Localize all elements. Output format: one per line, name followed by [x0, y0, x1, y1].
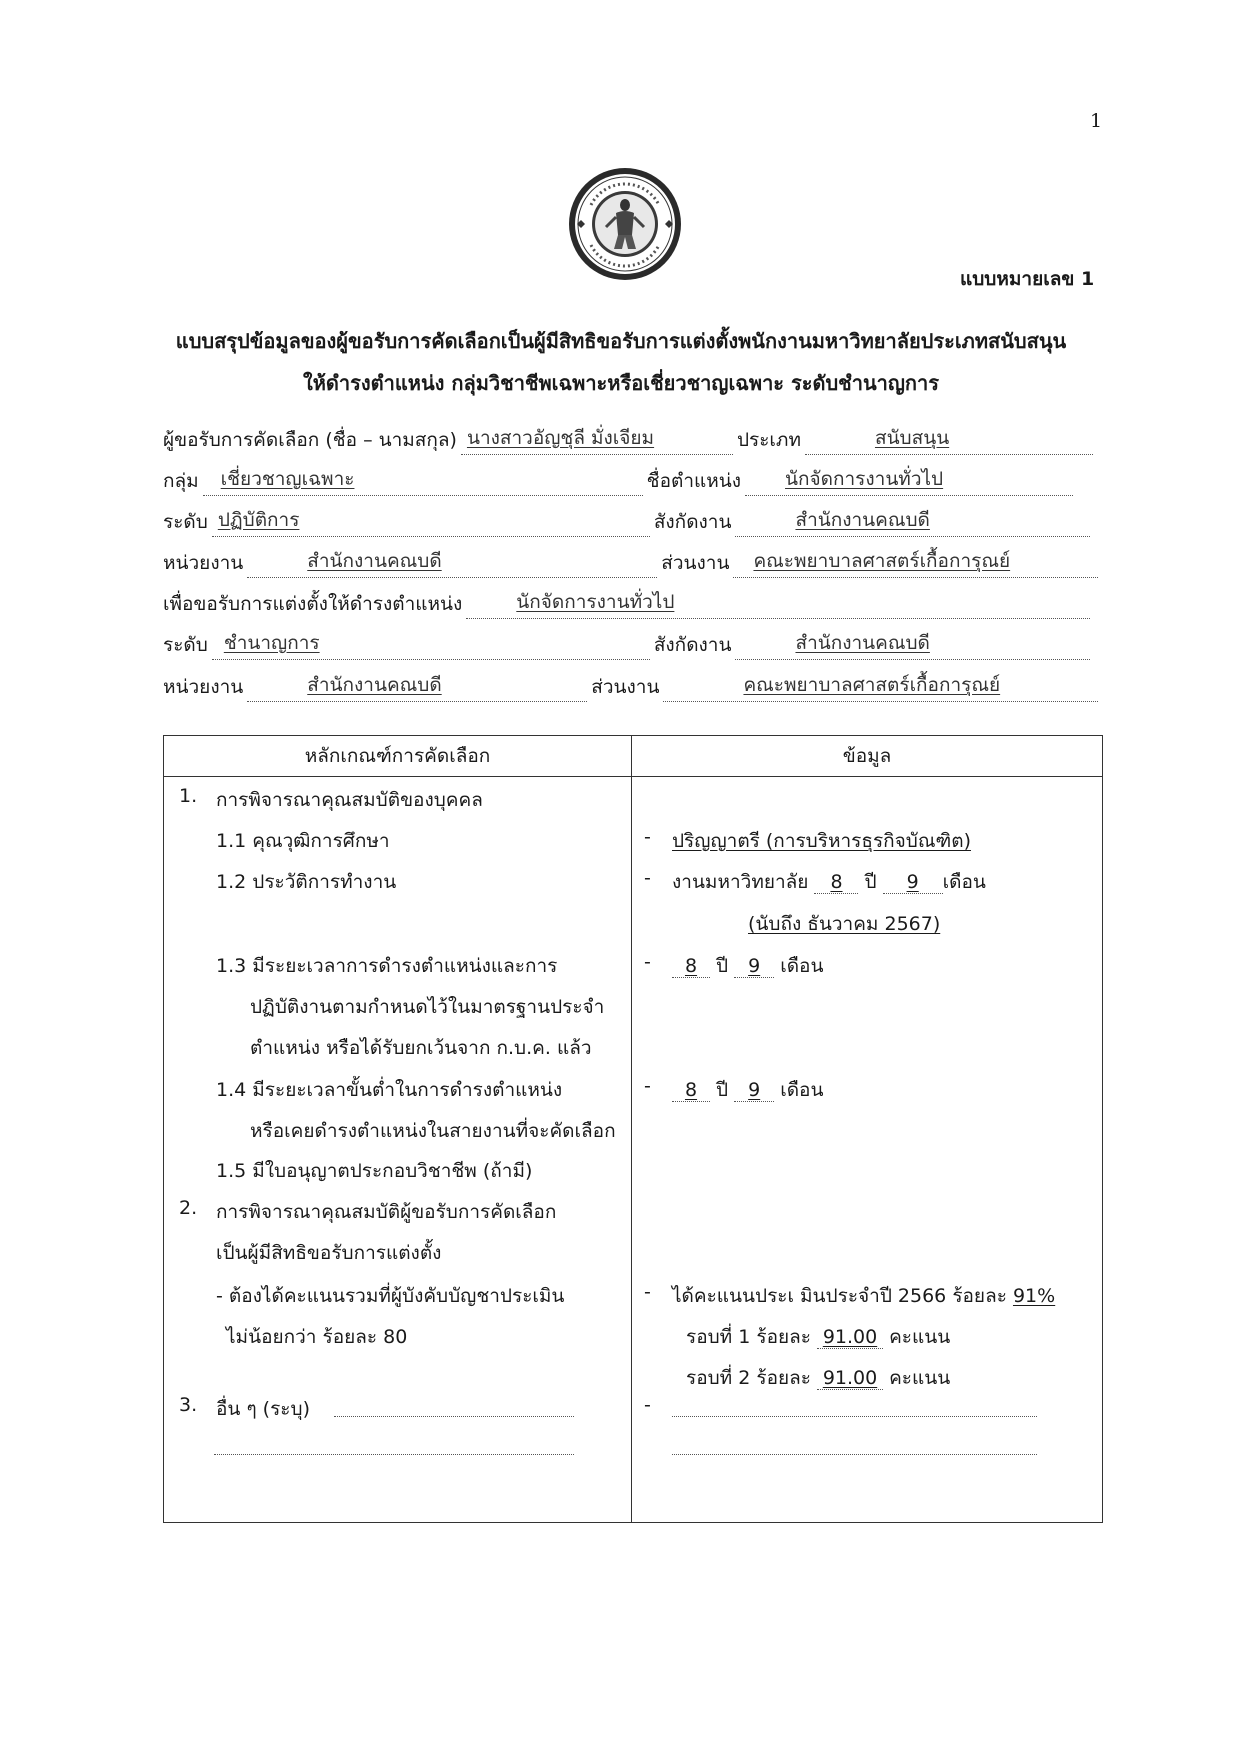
requested-unit-field: [247, 674, 587, 702]
criterion-1-4a: 1.4 มีระยะเวลาขั้นต่ำในการดำรงตำแหน่ง: [216, 1079, 563, 1101]
group-row: [163, 466, 1073, 496]
requested-level-field: [212, 632, 650, 660]
info-tenure-months: 9: [734, 955, 774, 978]
requested-position-value: นักจัดการงานทั่วไป: [516, 591, 675, 613]
requested-position-label: เพื่อขอรับการแต่งตั้งให้ดำรงตำแหน่ง: [163, 593, 463, 615]
info-tenure-year-unit: ปี: [716, 955, 729, 977]
info-work-note: (นับถึง ธันวาคม 2567): [748, 913, 941, 935]
info-1-2-dash: -: [644, 867, 651, 889]
info-1-1-dash: -: [644, 826, 651, 848]
requested-unit-row: [163, 672, 1098, 702]
requested-level-value: ชำนาญการ: [223, 632, 320, 654]
criterion-1-2: 1.2 ประวัติการทำงาน: [216, 871, 397, 893]
criterion-3-blank-line: [334, 1394, 574, 1422]
criterion-3: อื่น ๆ (ระบุ): [216, 1398, 310, 1420]
university-seal-logo: [566, 165, 684, 283]
requested-affiliation-value: สำนักงานคณบดี: [795, 632, 930, 654]
info-min-tenure-years: 8: [672, 1079, 710, 1102]
criterion-2-sub-b: ไม่น้อยกว่า ร้อยละ 80: [226, 1326, 408, 1348]
criterion-2b: เป็นผู้มีสิทธิขอรับการแต่งตั้ง: [216, 1242, 442, 1264]
info-min-tenure: [672, 1075, 823, 1105]
criteria-header: หลักเกณฑ์การคัดเลือก: [164, 736, 632, 777]
info-tenure: [672, 951, 823, 981]
requested-affiliation-label: สังกัดงาน: [653, 634, 732, 656]
position-label: ชื่อตำแหน่ง: [646, 470, 742, 492]
info-3-blank-line: [672, 1394, 1037, 1422]
info-work-history-label: งานมหาวิทยาลัย: [672, 871, 809, 893]
info-work-history: [672, 867, 986, 897]
group-field: [203, 468, 643, 496]
level-label: ระดับ: [163, 511, 208, 533]
info-round-2-unit: คะแนน: [889, 1367, 951, 1389]
info-round-1: [686, 1322, 950, 1352]
criterion-1-3b: ปฏิบัติงานตามกำหนดไว้ในมาตรฐานประจำ: [250, 996, 605, 1018]
requested-unit-value: สำนักงานคณบดี: [307, 674, 442, 696]
info-min-tenure-month-unit: เดือน: [780, 1079, 824, 1101]
criterion-3-number: 3.: [179, 1394, 198, 1416]
position-field: [745, 468, 1073, 496]
info-work-months: 9: [883, 871, 943, 894]
info-header: ข้อมูล: [632, 736, 1103, 777]
info-1-4-dash: -: [644, 1075, 651, 1097]
unit-row: [163, 548, 1098, 578]
group-value: เชี่ยวชาญเฉพาะ: [220, 468, 355, 490]
group-label: กลุ่ม: [163, 470, 199, 492]
level-row: [163, 507, 1090, 537]
requested-division-label: ส่วนงาน: [591, 676, 660, 698]
info-evaluation-text: ได้คะแนนประเ มินประจำปี 2566 ร้อยละ: [672, 1285, 1007, 1307]
criterion-1-3a: 1.3 มีระยะเวลาการดำรงตำแหน่งและการ: [216, 955, 558, 977]
criterion-2-sub-a: - ต้องได้คะแนนรวมที่ผู้บังคับบัญชาประเมิน: [216, 1285, 565, 1307]
info-evaluation-percent: 91%: [1012, 1285, 1056, 1307]
info-cell: [632, 777, 1103, 1523]
affiliation-value: สำนักงานคณบดี: [795, 509, 930, 531]
criterion-1-5: 1.5 มีใบอนุญาตประกอบวิชาชีพ (ถ้ามี): [216, 1160, 533, 1182]
applicant-name-value: นางสาวอัญชุลี มั่งเจียม: [466, 427, 655, 449]
criterion-2-number: 2.: [179, 1197, 198, 1219]
info-round-1-score: 91.00: [817, 1326, 883, 1349]
criterion-1-number: 1.: [179, 785, 198, 807]
position-value: นักจัดการงานทั่วไป: [785, 468, 944, 490]
affiliation-field: [735, 509, 1090, 537]
applicant-name-field: [461, 427, 733, 455]
info-3-blank-line-2: [672, 1432, 1037, 1460]
criterion-1: การพิจารณาคุณสมบัติของบุคคล: [216, 789, 483, 811]
level-field: [212, 509, 650, 537]
requested-affiliation-field: [735, 632, 1090, 660]
info-3-dash: -: [644, 1394, 651, 1416]
table-header-row: [164, 736, 1103, 777]
info-1-3-dash: -: [644, 951, 651, 973]
info-tenure-month-unit: เดือน: [780, 955, 824, 977]
criterion-3-blank-line-2: [214, 1432, 574, 1460]
criteria-cell: [164, 777, 632, 1523]
info-work-years: 8: [814, 871, 858, 894]
type-label: ประเภท: [736, 429, 801, 451]
info-work-month-unit: เดือน: [942, 871, 986, 893]
info-round-1-label: รอบที่ 1 ร้อยละ: [686, 1326, 811, 1348]
info-evaluation: [672, 1281, 1055, 1311]
info-round-2-label: รอบที่ 2 ร้อยละ: [686, 1367, 811, 1389]
criterion-1-4b: หรือเคยดำรงตำแหน่งในสายงานที่จะคัดเลือก: [250, 1120, 616, 1142]
applicant-name-label: ผู้ขอรับการคัดเลือก (ชื่อ – นามสกุล): [163, 429, 457, 451]
info-min-tenure-year-unit: ปี: [716, 1079, 729, 1101]
page-number: 1: [1090, 110, 1103, 132]
requested-division-field: [663, 674, 1098, 702]
requested-level-row: [163, 630, 1090, 660]
applicant-name-row: [163, 425, 1093, 455]
unit-label: หน่วยงาน: [163, 552, 244, 574]
unit-value: สำนักงานคณบดี: [307, 550, 442, 572]
info-education: ปริญญาตรี (การบริหารธุรกิจบัณฑิต): [672, 830, 971, 852]
criterion-1-1: 1.1 คุณวุฒิการศึกษา: [216, 830, 390, 852]
unit-field: [247, 550, 657, 578]
affiliation-label: สังกัดงาน: [653, 511, 732, 533]
type-field: [805, 427, 1093, 455]
requested-level-label: ระดับ: [163, 634, 208, 656]
info-tenure-years: 8: [672, 955, 710, 978]
info-2-dash: -: [644, 1281, 651, 1303]
criterion-1-3c: ตำแหน่ง หรือได้รับยกเว้นจาก ก.บ.ค. แล้ว: [250, 1037, 592, 1059]
info-work-year-unit: ปี: [864, 871, 877, 893]
division-value: คณะพยาบาลศาสตร์เกื้อการุณย์: [753, 550, 1011, 572]
division-label: ส่วนงาน: [661, 552, 730, 574]
level-value: ปฏิบัติการ: [217, 509, 300, 531]
info-min-tenure-months: 9: [734, 1079, 774, 1102]
info-round-2: [686, 1363, 950, 1393]
form-number: แบบหมายเลข 1: [960, 268, 1095, 290]
table-body-row: [164, 777, 1103, 1523]
requested-unit-label: หน่วยงาน: [163, 676, 244, 698]
division-field: [733, 550, 1098, 578]
criteria-table: [163, 735, 1103, 1523]
info-round-1-unit: คะแนน: [889, 1326, 951, 1348]
form-title-line-1: แบบสรุปข้อมูลของผู้ขอรับการคัดเลือกเป็นผู้มีสิทธิขอรับการแต่งตั้งพนักงานมหาวิทยาลัยประเภทสนับสนุน: [175, 329, 1067, 353]
requested-position-row: [163, 589, 1090, 619]
requested-division-value: คณะพยาบาลศาสตร์เกื้อการุณย์: [743, 674, 1001, 696]
requested-position-field: [466, 591, 1090, 619]
info-round-2-score: 91.00: [817, 1367, 883, 1390]
type-value: สนับสนุน: [874, 427, 950, 449]
form-title-line-2: ให้ดำรงตำแหน่ง กลุ่มวิชาชีพเฉพาะหรือเชี่ยวชาญเฉพาะ ระดับชำนาญการ: [302, 371, 940, 395]
criterion-2a: การพิจารณาคุณสมบัติผู้ขอรับการคัดเลือก: [216, 1201, 557, 1223]
